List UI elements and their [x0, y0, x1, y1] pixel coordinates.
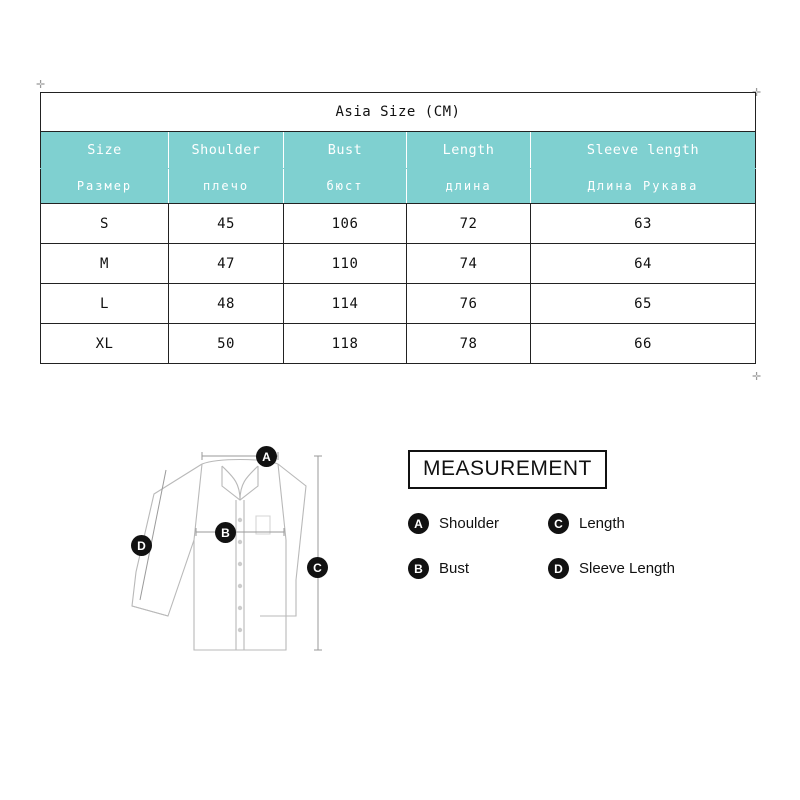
cell-shoulder: 50	[169, 324, 284, 364]
measurement-legend	[408, 513, 738, 579]
button-placket-dots	[238, 518, 242, 632]
legend-item-sleeve-length	[548, 558, 738, 579]
size-table	[40, 92, 756, 364]
legend-label-bust: Bust	[439, 560, 470, 577]
table-title-row	[41, 93, 756, 132]
cell-sleeve-length: 66	[531, 324, 756, 364]
badge-b-icon: B	[408, 558, 429, 579]
diagram-badge-b: B	[215, 522, 236, 543]
cell-sleeve-length: 64	[531, 244, 756, 284]
header-length-ru: длина	[407, 169, 531, 204]
legend-label-sleeve-length: Sleeve Length	[579, 560, 675, 577]
corner-mark-bottom-right: ✛	[752, 370, 762, 383]
legend-item-bust	[408, 558, 548, 579]
shirt-diagram	[110, 420, 380, 700]
cell-length: 74	[407, 244, 531, 284]
header-sleeve-length-ru: Длина Рукава	[531, 169, 756, 204]
cell-bust: 106	[284, 204, 407, 244]
table-row	[41, 284, 756, 324]
diagram-badge-a: A	[256, 446, 277, 467]
header-length: Length	[407, 132, 531, 169]
header-shoulder-ru: плечо	[169, 169, 284, 204]
size-chart	[40, 92, 755, 364]
legend-label-shoulder: Shoulder	[439, 515, 500, 532]
cell-shoulder: 45	[169, 204, 284, 244]
header-bust: Bust	[284, 132, 407, 169]
corner-mark-top-right: ✛	[752, 86, 762, 99]
cell-bust: 118	[284, 324, 407, 364]
badge-d-icon: D	[548, 558, 569, 579]
cell-shoulder: 47	[169, 244, 284, 284]
table-header-russian	[41, 169, 756, 204]
header-shoulder: Shoulder	[169, 132, 284, 169]
badge-c-icon: C	[548, 513, 569, 534]
cell-size: XL	[41, 324, 169, 364]
cell-size: M	[41, 244, 169, 284]
table-title: Asia Size (CM)	[41, 93, 756, 132]
cell-length: 76	[407, 284, 531, 324]
legend-item-length	[548, 513, 738, 534]
table-row	[41, 204, 756, 244]
cell-bust: 110	[284, 244, 407, 284]
diagram-badge-d: D	[131, 535, 152, 556]
table-row	[41, 244, 756, 284]
measurement-panel	[408, 450, 738, 579]
badge-a-icon: A	[408, 513, 429, 534]
legend-item-shoulder	[408, 513, 548, 534]
header-size: Size	[41, 132, 169, 169]
cell-length: 78	[407, 324, 531, 364]
cell-bust: 114	[284, 284, 407, 324]
header-sleeve-length: Sleeve length	[531, 132, 756, 169]
corner-mark-top-left: ✛	[36, 78, 46, 91]
table-row	[41, 324, 756, 364]
cell-size: L	[41, 284, 169, 324]
shirt-illustration-svg	[110, 420, 380, 700]
header-size-ru: Размер	[41, 169, 169, 204]
cell-length: 72	[407, 204, 531, 244]
cell-shoulder: 48	[169, 284, 284, 324]
measurement-title: MEASUREMENT	[408, 450, 607, 489]
cell-sleeve-length: 65	[531, 284, 756, 324]
header-bust-ru: бюст	[284, 169, 407, 204]
legend-label-length: Length	[579, 515, 625, 532]
table-header-english	[41, 132, 756, 169]
diagram-badge-c: C	[307, 557, 328, 578]
cell-size: S	[41, 204, 169, 244]
cell-sleeve-length: 63	[531, 204, 756, 244]
